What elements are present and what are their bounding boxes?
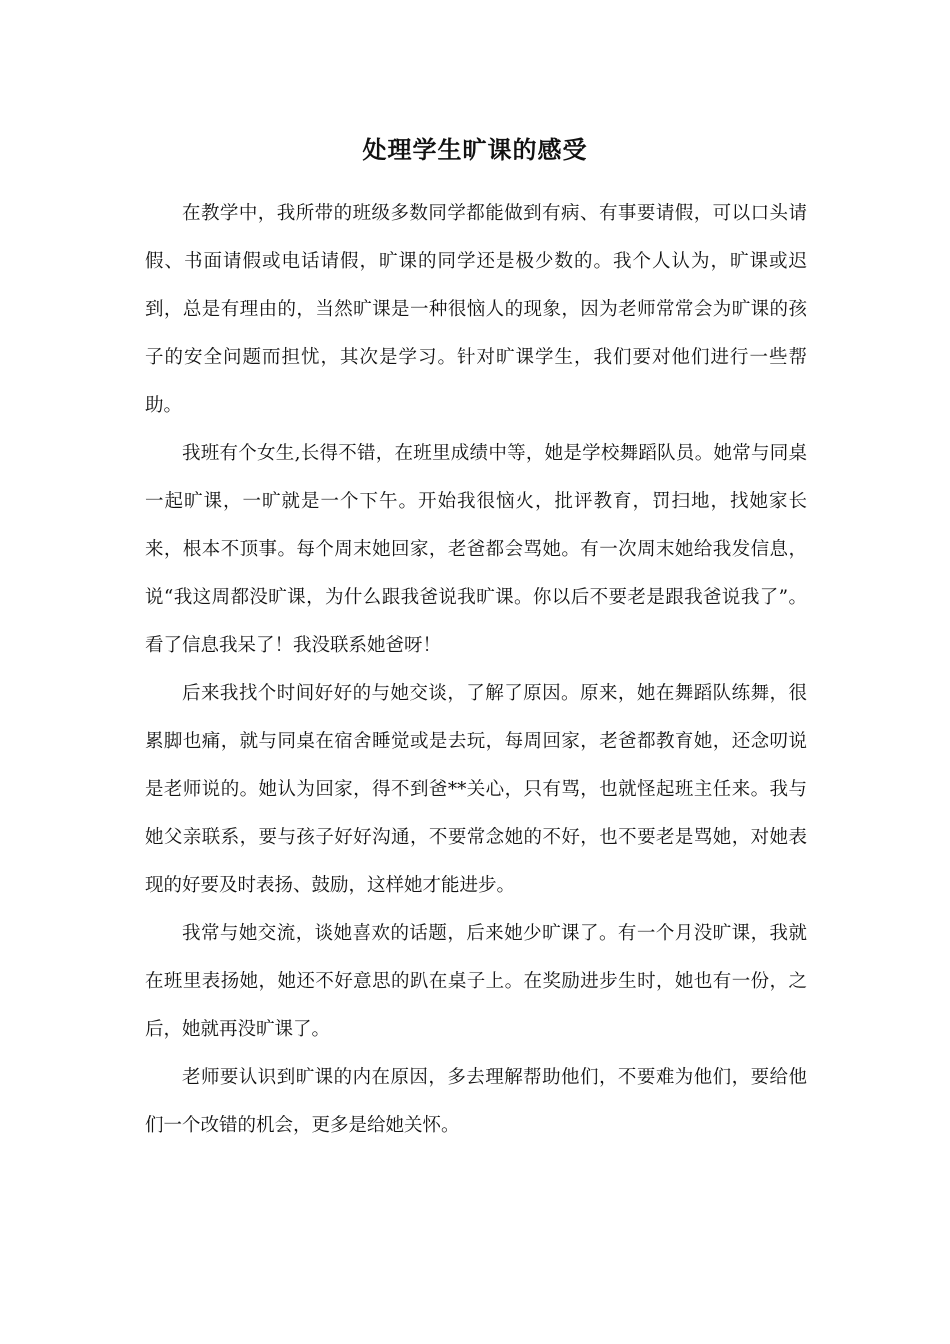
paragraph-5: 老师要认识到旷课的内在原因，多去理解帮助他们，不要难为他们，要给他们一个改错的机会，更多是给她关怀。 xyxy=(145,1067,807,1136)
document-body xyxy=(145,190,807,1150)
paragraph-2: 我班有个女生,长得不错，在班里成绩中等，她是学校舞蹈队员。她常与同桌一起旷课，一旷就是一个下午。开始我很恼火，批评教育，罚扫地，找她家长来，根本不顶事。每个周末她回家，老爸都会骂她。有一次周末她给我发信息，说“我这周都没旷课，为什么跟我爸说我旷课。你以后不要老是跟我爸说我了”。看了信息我呆了！我没联系她爸呀！ xyxy=(145,443,807,656)
document-title: 处理学生旷课的感受 xyxy=(362,135,588,164)
paragraph-1: 在教学中，我所带的班级多数同学都能做到有病、有事要请假，可以口头请假、书面请假或电话请假，旷课的同学还是极少数的。我个人认为，旷课或迟到，总是有理由的，当然旷课是一种很恼人的现象，因为老师常常会为旷课的孩子的安全问题而担忧，其次是学习。针对旷课学生，我们要对他们进行一些帮助。 xyxy=(145,203,807,416)
paragraph-3: 后来我找个时间好好的与她交谈，了解了原因。原来，她在舞蹈队练舞，很累脚也痛，就与同桌在宿舍睡觉或是去玩，每周回家，老爸都教育她，还念叨说是老师说的。她认为回家，得不到爸**关心，只有骂，也就怪起班主任来。我与她父亲联系，要与孩子好好沟通，不要常念她的不好，也不要老是骂她，对她表现的好要及时表扬、鼓励，这样她才能进步。 xyxy=(145,683,807,896)
paragraph-4: 我常与她交流，谈她喜欢的话题，后来她少旷课了。有一个月没旷课，我就在班里表扬她，她还不好意思的趴在桌子上。在奖励进步生时，她也有一份，之后，她就再没旷课了。 xyxy=(145,923,807,1040)
